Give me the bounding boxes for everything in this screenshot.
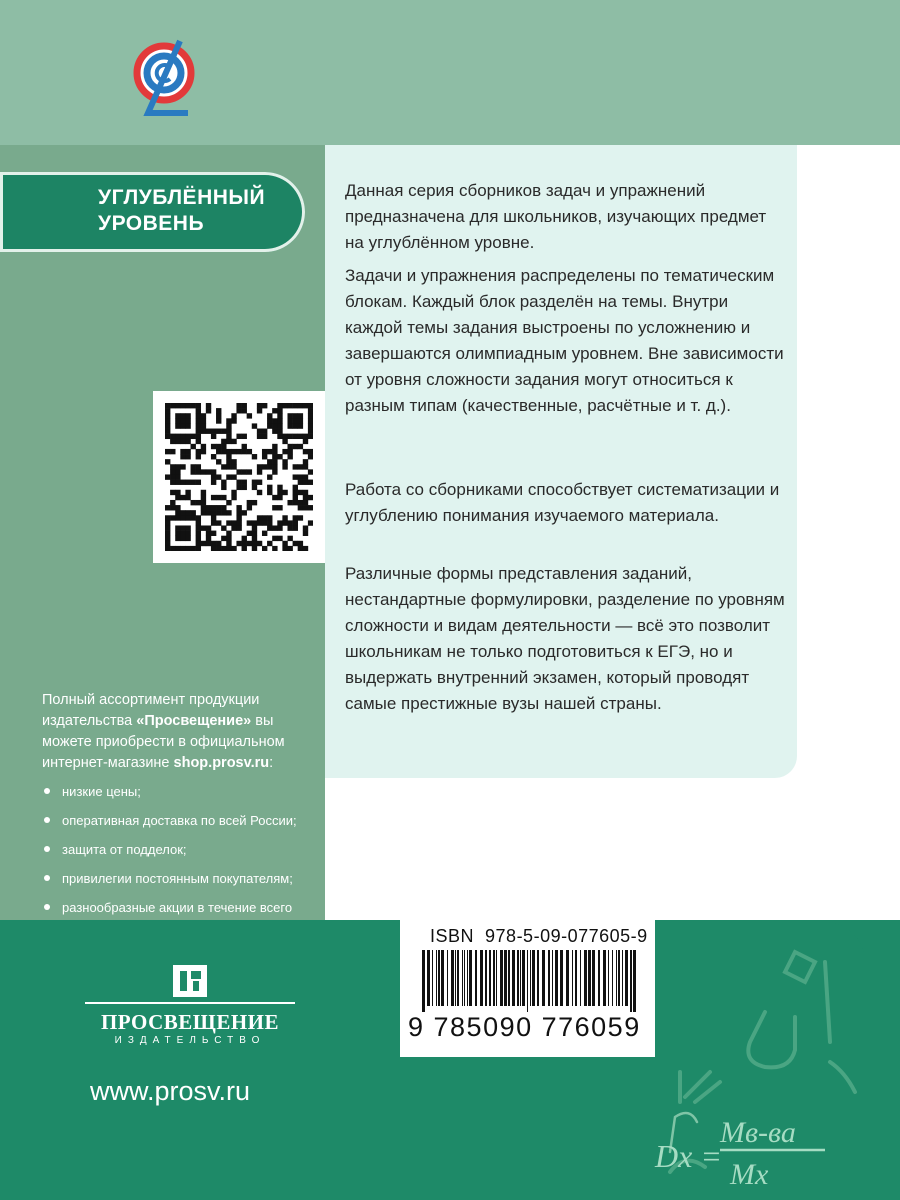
bullet-icon (44, 788, 50, 794)
description-paragraph: Различные формы представления заданий, нестандартные формулировки, разделение по уровням сложности и видам деятельности — всё это позволит школьникам не только подготовиться к ЕГЭ, но и выдержать внутренний экзамен, который проводят самые престижные вузы нашей страны. (345, 564, 785, 713)
publisher-subtitle: ИЗДАТЕЛЬСТВО (114, 1035, 266, 1046)
bullet-icon (44, 875, 50, 881)
description-paragraph: Задачи и упражнения распределены по тематическим блокам. Каждый блок разделён на темы. Внутри каждой темы задания выстроены по усложнению и завершаются олимпиадным уровнем. Вне зависимости от уровня сложности задания могут относиться к разным типам (качественные, расчётные и т. д.). (345, 266, 784, 415)
publisher-website-link[interactable]: www.prosv.ru (90, 1076, 251, 1106)
description-paragraph: Работа со сборниками способствует систематизации и углублению понимания изучаемого материала. (345, 480, 780, 525)
barcode-icon (422, 950, 637, 1012)
formula-denominator: Mx (730, 1158, 769, 1191)
list-item: привилегии постоянным покупателям; (42, 869, 317, 888)
level-line-1: УГЛУБЛЁННЫЙ (98, 186, 266, 209)
shop-intro: Полный ассортимент продукции издательства «Просвещение» вы можете приобрести в официальном интернет-магазине shop.prosv.ru: (42, 692, 285, 771)
ean-digits: 9 785090 776059 (408, 1012, 641, 1042)
series-logo-icon (128, 33, 200, 123)
level-badge (0, 172, 305, 252)
qr-code-icon (165, 403, 313, 551)
barcode-block (400, 920, 655, 1057)
bullet-icon (44, 846, 50, 852)
formula-numerator: Mв-ва (720, 1116, 796, 1149)
qr-code[interactable] (153, 391, 325, 563)
benefits-list (42, 782, 317, 936)
publisher-quoted: «Просвещение» (136, 713, 252, 729)
bullet-icon (44, 817, 50, 823)
formula-lhs: Dx = (655, 1138, 722, 1174)
description-box (325, 145, 797, 778)
isbn-text: ISBN 978-5-09-077605-9 (430, 926, 648, 946)
publisher-name: ПРОСВЕЩЕНИЕ (100, 1010, 280, 1034)
list-item: разнообразные акции в течение всего (42, 898, 317, 936)
level-line-2: УРОВЕНЬ (98, 212, 205, 235)
shop-url-link[interactable]: shop.prosv.ru (173, 755, 270, 771)
bullet-icon (44, 904, 50, 910)
list-item: защита от подделок; (42, 840, 317, 859)
list-item: оперативная доставка по всей России; (42, 811, 317, 830)
description-paragraph: Данная серия сборников задач и упражнений предназначена для школьников, изучающих предмет на углублённом уровне. (345, 181, 767, 252)
list-item: низкие цены; (42, 782, 317, 801)
shop-info (42, 690, 317, 946)
